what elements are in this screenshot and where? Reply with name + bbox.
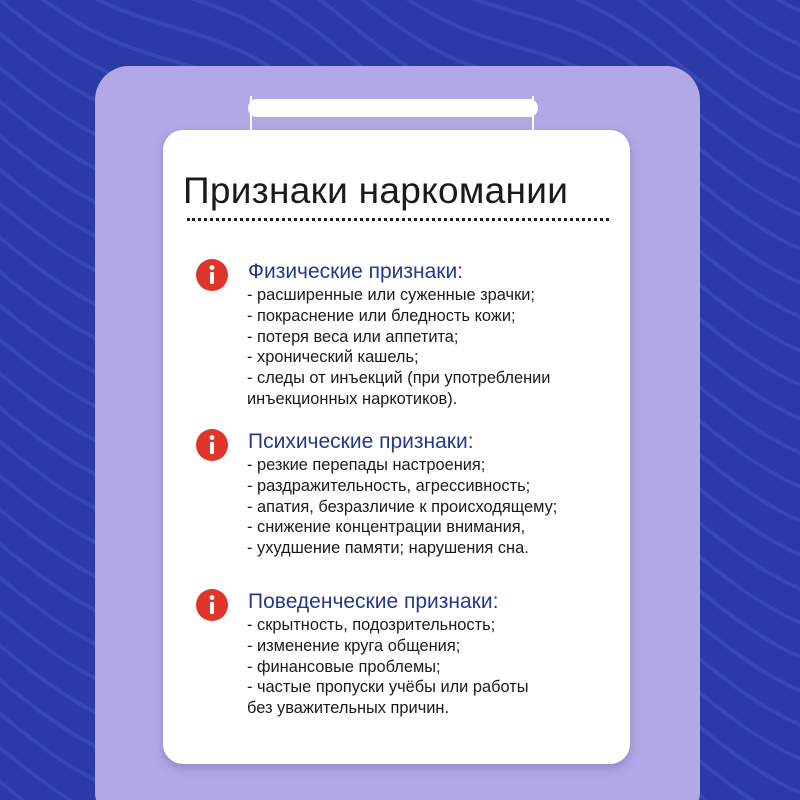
exclamation-circle-icon: [195, 428, 229, 462]
list-item: - изменение круга общения;: [247, 636, 461, 655]
title-dotted-divider: [187, 218, 609, 221]
sign-list: [247, 615, 529, 719]
list-item: - расширенные или суженные зрачки;: [247, 286, 535, 304]
list-item: - ухудшение памяти; нарушения сна.: [247, 539, 529, 558]
list-item: - апатия, безразличие к происходящему;: [247, 497, 558, 516]
list-item: - скрытность, подозрительность;: [247, 616, 496, 634]
list-item: - раздражительность, агрессивность;: [247, 476, 531, 495]
list-item: - потеря веса или аппетита;: [247, 327, 459, 346]
section-heading: Физические признаки:: [248, 260, 464, 283]
list-item: инъекционных наркотиков).: [247, 389, 458, 408]
list-item: - хронический кашель;: [247, 348, 419, 367]
page-title: Признаки наркомании: [183, 170, 569, 211]
clipboard-clip: [248, 99, 538, 117]
section-heading: Поведенческие признаки:: [248, 590, 499, 613]
list-item: - снижение концентрации внимания,: [247, 518, 526, 537]
sign-list: [247, 455, 557, 559]
exclamation-circle-icon: [195, 588, 229, 622]
sign-list: [247, 285, 550, 410]
section-heading: Психические признаки:: [248, 430, 474, 453]
list-item: - резкие перепады настроения;: [247, 456, 486, 474]
exclamation-circle-icon: [195, 258, 229, 292]
list-item: без уважительных причин.: [247, 699, 450, 718]
list-item: - следы от инъекций (при употреблении: [247, 369, 551, 388]
list-item: - покраснение или бледность кожи;: [247, 306, 516, 325]
list-item: - частые пропуски учёбы или работы: [247, 678, 529, 697]
list-item: - финансовые проблемы;: [247, 657, 441, 676]
